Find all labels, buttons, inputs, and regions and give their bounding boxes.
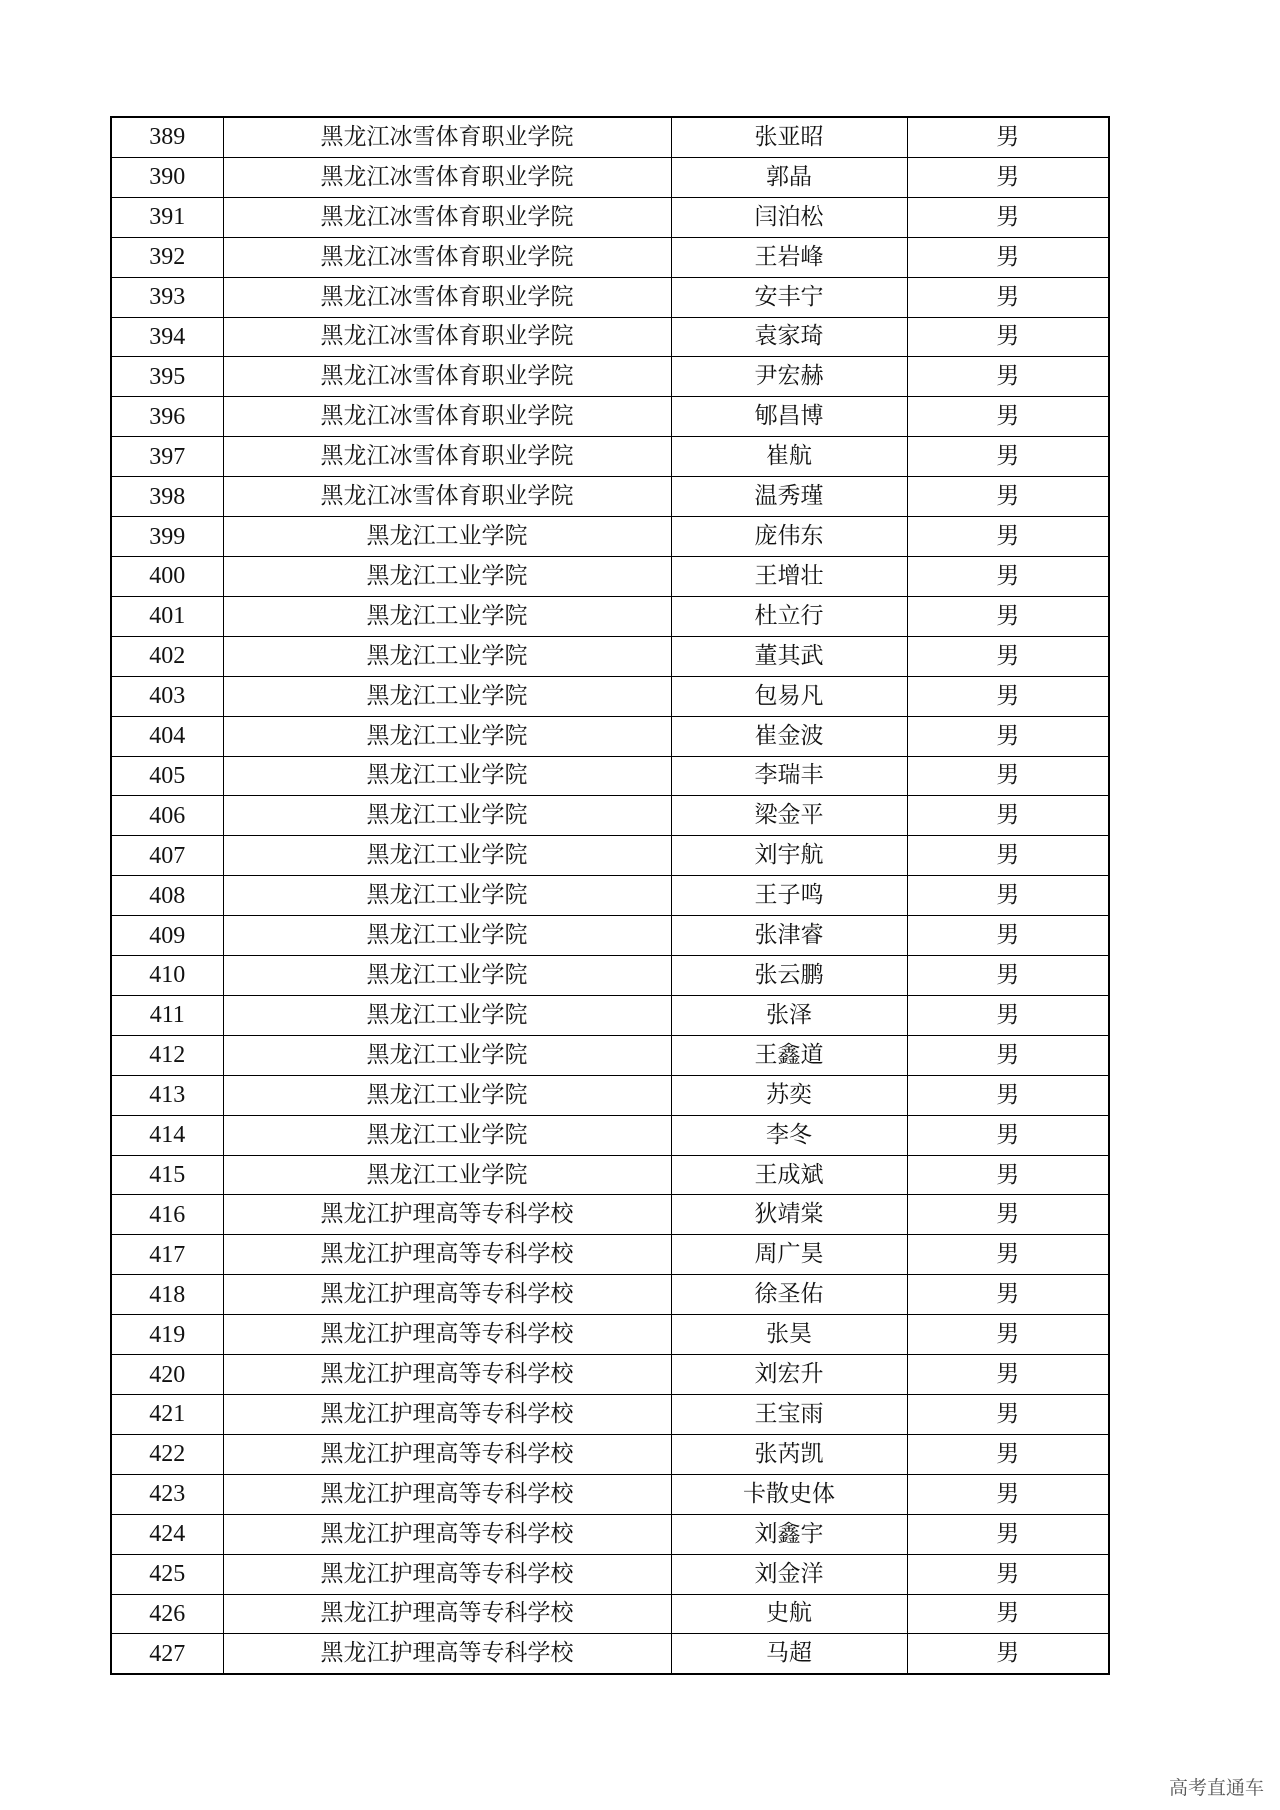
gender-cell: 男 bbox=[907, 477, 1109, 517]
table-row bbox=[111, 1155, 1109, 1195]
person-name-cell: 尹宏赫 bbox=[671, 357, 907, 397]
table-row bbox=[111, 1395, 1109, 1435]
row-number-cell: 398 bbox=[111, 477, 223, 517]
gender-cell: 男 bbox=[907, 1235, 1109, 1275]
person-name-cell: 卡散史体 bbox=[671, 1474, 907, 1514]
person-name-cell: 张昊 bbox=[671, 1315, 907, 1355]
table-row bbox=[111, 117, 1109, 157]
watermark-text: 高考直通车 bbox=[1168, 1777, 1264, 1799]
school-name-cell: 黑龙江冰雪体育职业学院 bbox=[223, 237, 671, 277]
school-name-cell: 黑龙江工业学院 bbox=[223, 716, 671, 756]
gender-cell: 男 bbox=[907, 596, 1109, 636]
table-row bbox=[111, 636, 1109, 676]
gender-cell: 男 bbox=[907, 517, 1109, 557]
table-row bbox=[111, 596, 1109, 636]
row-number-cell: 405 bbox=[111, 756, 223, 796]
school-name-cell: 黑龙江工业学院 bbox=[223, 517, 671, 557]
gender-cell: 男 bbox=[907, 1355, 1109, 1395]
school-name-cell: 黑龙江工业学院 bbox=[223, 1035, 671, 1075]
school-name-cell: 黑龙江工业学院 bbox=[223, 756, 671, 796]
gender-cell: 男 bbox=[907, 916, 1109, 956]
school-name-cell: 黑龙江冰雪体育职业学院 bbox=[223, 317, 671, 357]
gender-cell: 男 bbox=[907, 1275, 1109, 1315]
school-name-cell: 黑龙江护理高等专科学校 bbox=[223, 1315, 671, 1355]
table-row bbox=[111, 1315, 1109, 1355]
table-row bbox=[111, 477, 1109, 517]
row-number-cell: 399 bbox=[111, 517, 223, 557]
gender-cell: 男 bbox=[907, 157, 1109, 197]
row-number-cell: 420 bbox=[111, 1355, 223, 1395]
school-name-cell: 黑龙江工业学院 bbox=[223, 636, 671, 676]
school-name-cell: 黑龙江工业学院 bbox=[223, 596, 671, 636]
row-number-cell: 416 bbox=[111, 1195, 223, 1235]
person-name-cell: 王宝雨 bbox=[671, 1395, 907, 1435]
table-row bbox=[111, 1115, 1109, 1155]
row-number-cell: 401 bbox=[111, 596, 223, 636]
row-number-cell: 400 bbox=[111, 556, 223, 596]
table-row bbox=[111, 1474, 1109, 1514]
person-name-cell: 梁金平 bbox=[671, 796, 907, 836]
table-row bbox=[111, 357, 1109, 397]
person-name-cell: 张泽 bbox=[671, 995, 907, 1035]
person-name-cell: 狄靖棠 bbox=[671, 1195, 907, 1235]
row-number-cell: 396 bbox=[111, 397, 223, 437]
table-row bbox=[111, 1195, 1109, 1235]
school-name-cell: 黑龙江工业学院 bbox=[223, 836, 671, 876]
person-name-cell: 张芮凯 bbox=[671, 1434, 907, 1474]
table-row bbox=[111, 556, 1109, 596]
person-name-cell: 袁家琦 bbox=[671, 317, 907, 357]
table-row bbox=[111, 836, 1109, 876]
row-number-cell: 410 bbox=[111, 956, 223, 996]
gender-cell: 男 bbox=[907, 676, 1109, 716]
person-name-cell: 王岩峰 bbox=[671, 237, 907, 277]
row-number-cell: 391 bbox=[111, 197, 223, 237]
school-name-cell: 黑龙江冰雪体育职业学院 bbox=[223, 477, 671, 517]
gender-cell: 男 bbox=[907, 197, 1109, 237]
person-name-cell: 周广昊 bbox=[671, 1235, 907, 1275]
table-row bbox=[111, 1235, 1109, 1275]
person-name-cell: 苏奕 bbox=[671, 1075, 907, 1115]
school-name-cell: 黑龙江工业学院 bbox=[223, 556, 671, 596]
person-name-cell: 王增壮 bbox=[671, 556, 907, 596]
roster-body bbox=[111, 117, 1109, 1674]
gender-cell: 男 bbox=[907, 397, 1109, 437]
table-row bbox=[111, 1275, 1109, 1315]
person-name-cell: 马超 bbox=[671, 1634, 907, 1674]
person-name-cell: 闫泊松 bbox=[671, 197, 907, 237]
gender-cell: 男 bbox=[907, 1434, 1109, 1474]
school-name-cell: 黑龙江护理高等专科学校 bbox=[223, 1195, 671, 1235]
table-row bbox=[111, 1434, 1109, 1474]
row-number-cell: 424 bbox=[111, 1514, 223, 1554]
school-name-cell: 黑龙江护理高等专科学校 bbox=[223, 1355, 671, 1395]
person-name-cell: 李冬 bbox=[671, 1115, 907, 1155]
person-name-cell: 王子鸣 bbox=[671, 876, 907, 916]
gender-cell: 男 bbox=[907, 556, 1109, 596]
row-number-cell: 425 bbox=[111, 1554, 223, 1594]
table-row bbox=[111, 277, 1109, 317]
gender-cell: 男 bbox=[907, 636, 1109, 676]
gender-cell: 男 bbox=[907, 836, 1109, 876]
school-name-cell: 黑龙江工业学院 bbox=[223, 1115, 671, 1155]
school-name-cell: 黑龙江工业学院 bbox=[223, 676, 671, 716]
table-row bbox=[111, 956, 1109, 996]
row-number-cell: 417 bbox=[111, 1235, 223, 1275]
person-name-cell: 张津睿 bbox=[671, 916, 907, 956]
person-name-cell: 崔航 bbox=[671, 437, 907, 477]
person-name-cell: 安丰宁 bbox=[671, 277, 907, 317]
gender-cell: 男 bbox=[907, 716, 1109, 756]
gender-cell: 男 bbox=[907, 317, 1109, 357]
person-name-cell: 温秀瑾 bbox=[671, 477, 907, 517]
table-row bbox=[111, 237, 1109, 277]
row-number-cell: 397 bbox=[111, 437, 223, 477]
row-number-cell: 415 bbox=[111, 1155, 223, 1195]
row-number-cell: 413 bbox=[111, 1075, 223, 1115]
gender-cell: 男 bbox=[907, 956, 1109, 996]
school-name-cell: 黑龙江护理高等专科学校 bbox=[223, 1235, 671, 1275]
person-name-cell: 郭晶 bbox=[671, 157, 907, 197]
table-row bbox=[111, 1514, 1109, 1554]
gender-cell: 男 bbox=[907, 1155, 1109, 1195]
row-number-cell: 422 bbox=[111, 1434, 223, 1474]
person-name-cell: 刘宏升 bbox=[671, 1355, 907, 1395]
person-name-cell: 张云鹏 bbox=[671, 956, 907, 996]
school-name-cell: 黑龙江护理高等专科学校 bbox=[223, 1594, 671, 1634]
table-row bbox=[111, 1554, 1109, 1594]
gender-cell: 男 bbox=[907, 1514, 1109, 1554]
school-name-cell: 黑龙江工业学院 bbox=[223, 796, 671, 836]
gender-cell: 男 bbox=[907, 1115, 1109, 1155]
school-name-cell: 黑龙江冰雪体育职业学院 bbox=[223, 157, 671, 197]
gender-cell: 男 bbox=[907, 1474, 1109, 1514]
school-name-cell: 黑龙江护理高等专科学校 bbox=[223, 1395, 671, 1435]
person-name-cell: 张亚昭 bbox=[671, 117, 907, 157]
person-name-cell: 徐圣佑 bbox=[671, 1275, 907, 1315]
person-name-cell: 王鑫道 bbox=[671, 1035, 907, 1075]
school-name-cell: 黑龙江冰雪体育职业学院 bbox=[223, 117, 671, 157]
gender-cell: 男 bbox=[907, 1395, 1109, 1435]
table-row bbox=[111, 437, 1109, 477]
school-name-cell: 黑龙江护理高等专科学校 bbox=[223, 1474, 671, 1514]
gender-cell: 男 bbox=[907, 357, 1109, 397]
row-number-cell: 421 bbox=[111, 1395, 223, 1435]
school-name-cell: 黑龙江工业学院 bbox=[223, 916, 671, 956]
school-name-cell: 黑龙江工业学院 bbox=[223, 876, 671, 916]
school-name-cell: 黑龙江冰雪体育职业学院 bbox=[223, 357, 671, 397]
row-number-cell: 423 bbox=[111, 1474, 223, 1514]
gender-cell: 男 bbox=[907, 756, 1109, 796]
person-name-cell: 杜立行 bbox=[671, 596, 907, 636]
row-number-cell: 393 bbox=[111, 277, 223, 317]
school-name-cell: 黑龙江护理高等专科学校 bbox=[223, 1514, 671, 1554]
gender-cell: 男 bbox=[907, 277, 1109, 317]
gender-cell: 男 bbox=[907, 237, 1109, 277]
person-name-cell: 郇昌博 bbox=[671, 397, 907, 437]
school-name-cell: 黑龙江工业学院 bbox=[223, 995, 671, 1035]
row-number-cell: 412 bbox=[111, 1035, 223, 1075]
table-row bbox=[111, 1594, 1109, 1634]
table-row bbox=[111, 995, 1109, 1035]
gender-cell: 男 bbox=[907, 1315, 1109, 1355]
school-name-cell: 黑龙江工业学院 bbox=[223, 1075, 671, 1115]
school-name-cell: 黑龙江护理高等专科学校 bbox=[223, 1434, 671, 1474]
table-row bbox=[111, 876, 1109, 916]
row-number-cell: 414 bbox=[111, 1115, 223, 1155]
gender-cell: 男 bbox=[907, 796, 1109, 836]
school-name-cell: 黑龙江护理高等专科学校 bbox=[223, 1275, 671, 1315]
row-number-cell: 392 bbox=[111, 237, 223, 277]
gender-cell: 男 bbox=[907, 995, 1109, 1035]
table-row bbox=[111, 916, 1109, 956]
person-name-cell: 庞伟东 bbox=[671, 517, 907, 557]
table-row bbox=[111, 397, 1109, 437]
table-row bbox=[111, 197, 1109, 237]
school-name-cell: 黑龙江工业学院 bbox=[223, 1155, 671, 1195]
person-name-cell: 李瑞丰 bbox=[671, 756, 907, 796]
row-number-cell: 411 bbox=[111, 995, 223, 1035]
row-number-cell: 402 bbox=[111, 636, 223, 676]
table-row bbox=[111, 756, 1109, 796]
table-row bbox=[111, 1035, 1109, 1075]
person-name-cell: 王成斌 bbox=[671, 1155, 907, 1195]
roster-table bbox=[110, 116, 1110, 1675]
table-row bbox=[111, 716, 1109, 756]
row-number-cell: 394 bbox=[111, 317, 223, 357]
person-name-cell: 包易凡 bbox=[671, 676, 907, 716]
row-number-cell: 390 bbox=[111, 157, 223, 197]
school-name-cell: 黑龙江冰雪体育职业学院 bbox=[223, 397, 671, 437]
gender-cell: 男 bbox=[907, 1634, 1109, 1674]
table-row bbox=[111, 517, 1109, 557]
gender-cell: 男 bbox=[907, 876, 1109, 916]
row-number-cell: 409 bbox=[111, 916, 223, 956]
gender-cell: 男 bbox=[907, 1554, 1109, 1594]
school-name-cell: 黑龙江冰雪体育职业学院 bbox=[223, 277, 671, 317]
row-number-cell: 406 bbox=[111, 796, 223, 836]
school-name-cell: 黑龙江冰雪体育职业学院 bbox=[223, 197, 671, 237]
person-name-cell: 董其武 bbox=[671, 636, 907, 676]
row-number-cell: 389 bbox=[111, 117, 223, 157]
school-name-cell: 黑龙江护理高等专科学校 bbox=[223, 1634, 671, 1674]
gender-cell: 男 bbox=[907, 1594, 1109, 1634]
person-name-cell: 史航 bbox=[671, 1594, 907, 1634]
person-name-cell: 刘宇航 bbox=[671, 836, 907, 876]
gender-cell: 男 bbox=[907, 1075, 1109, 1115]
gender-cell: 男 bbox=[907, 117, 1109, 157]
row-number-cell: 418 bbox=[111, 1275, 223, 1315]
table-row bbox=[111, 317, 1109, 357]
person-name-cell: 崔金波 bbox=[671, 716, 907, 756]
table-row bbox=[111, 1075, 1109, 1115]
row-number-cell: 427 bbox=[111, 1634, 223, 1674]
row-number-cell: 408 bbox=[111, 876, 223, 916]
person-name-cell: 刘鑫宇 bbox=[671, 1514, 907, 1554]
table-row bbox=[111, 796, 1109, 836]
row-number-cell: 426 bbox=[111, 1594, 223, 1634]
table-row bbox=[111, 1634, 1109, 1674]
school-name-cell: 黑龙江工业学院 bbox=[223, 956, 671, 996]
row-number-cell: 407 bbox=[111, 836, 223, 876]
gender-cell: 男 bbox=[907, 1035, 1109, 1075]
row-number-cell: 404 bbox=[111, 716, 223, 756]
table-row bbox=[111, 1355, 1109, 1395]
row-number-cell: 403 bbox=[111, 676, 223, 716]
gender-cell: 男 bbox=[907, 1195, 1109, 1235]
gender-cell: 男 bbox=[907, 437, 1109, 477]
table-row bbox=[111, 676, 1109, 716]
school-name-cell: 黑龙江护理高等专科学校 bbox=[223, 1554, 671, 1594]
table-row bbox=[111, 157, 1109, 197]
school-name-cell: 黑龙江冰雪体育职业学院 bbox=[223, 437, 671, 477]
person-name-cell: 刘金洋 bbox=[671, 1554, 907, 1594]
row-number-cell: 395 bbox=[111, 357, 223, 397]
row-number-cell: 419 bbox=[111, 1315, 223, 1355]
